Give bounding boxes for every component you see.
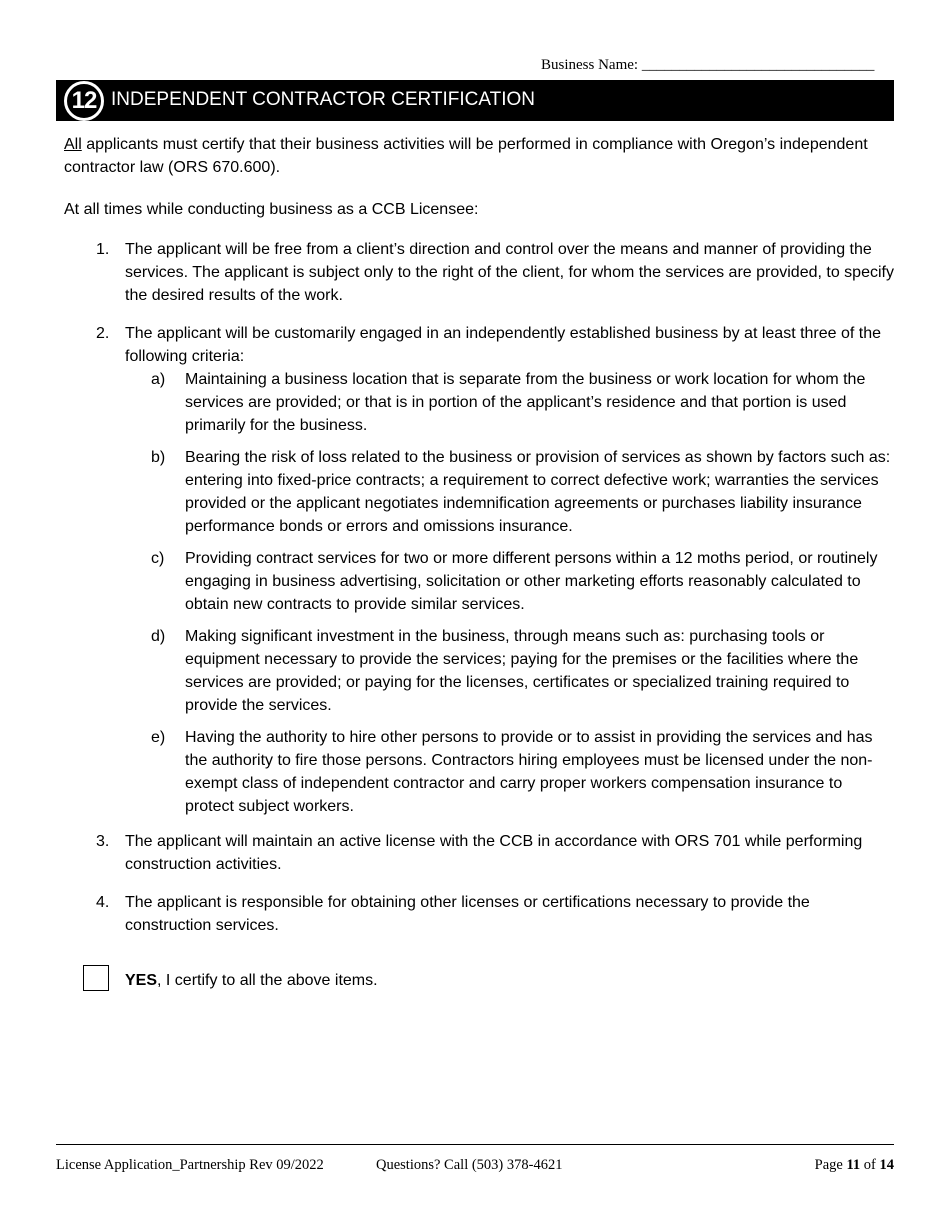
- footer-questions: Questions? Call (503) 378-4621: [376, 1157, 563, 1173]
- criteria-item-a: [151, 368, 894, 437]
- lead-paragraph: At all times while conducting business as a CCB Licensee:: [64, 201, 479, 218]
- criteria-text: Providing contract services for two or more different persons within a 12 moths period, or routinely engaging in business advertising, solicitation or other marketing efforts reasonably calculated to obtain new contracts to provide similar services.: [185, 550, 878, 613]
- criteria-letter: b): [151, 449, 166, 466]
- criteria-letter: c): [151, 550, 165, 567]
- section-title: INDEPENDENT CONTRACTOR CERTIFICATION: [111, 89, 536, 110]
- section-number-badge: 12: [64, 81, 104, 121]
- footer-form-name: License Application_Partnership Rev 09/2022: [56, 1157, 324, 1173]
- page-current: 11: [846, 1157, 861, 1173]
- section-header-bar: [56, 80, 894, 121]
- list-item-number: 4.: [96, 894, 110, 911]
- page-total: 14: [879, 1157, 894, 1173]
- list-item-number: 1.: [96, 241, 110, 258]
- criteria-item-d: [151, 625, 894, 717]
- criteria-text: Having the authority to hire other persons to provide or to assist in providing the services and has the authority to fire those persons. Contractors hiring employees must be licensed under the non-exempt class of independent contractor and carry proper workers compensation insurance to protect subject workers.: [185, 729, 873, 815]
- certify-label: [125, 969, 378, 992]
- certify-rest: , I certify to all the above items.: [157, 972, 378, 989]
- criteria-text: Maintaining a business location that is separate from the business or work location for whom the services are provided; or that is in portion of the applicant’s residence and that portion is used primarily for the business.: [185, 371, 866, 434]
- certify-yes: YES: [125, 972, 158, 989]
- list-item-3: [96, 830, 894, 876]
- certify-checkbox[interactable]: [83, 965, 109, 991]
- list-item-4: [96, 891, 894, 937]
- list-item-2: [96, 322, 894, 818]
- criteria-letter: d): [151, 628, 166, 645]
- list-item-1: [96, 238, 894, 307]
- business-name-label: Business Name:: [541, 57, 639, 73]
- business-name-field: [541, 57, 874, 74]
- intro-paragraph: [64, 133, 894, 179]
- criteria-item-e: [151, 726, 894, 818]
- page-label: Page: [814, 1157, 843, 1173]
- criteria-letter: e): [151, 729, 166, 746]
- criteria-item-c: [151, 547, 894, 616]
- list-item-text: The applicant is responsible for obtaining other licenses or certifications necessary to provide the construction services.: [125, 894, 810, 934]
- criteria-text: Bearing the risk of loss related to the business or provision of services as shown by factors such as: entering into fixed-price contracts; a requirement to correct defective work; warranties the services provided or the applicant negotiates indemnification agreements or purchases liability insurance performance bonds or errors and omissions insurance.: [185, 449, 891, 535]
- criteria-letter: a): [151, 371, 166, 388]
- list-item-text: The applicant will be customarily engaged in an independently established business by at least three of the following criteria:: [125, 325, 882, 365]
- footer-page-number: [815, 1157, 894, 1174]
- footer-divider: [56, 1144, 894, 1145]
- criteria-text: Making significant investment in the business, through means such as: purchasing tools or equipment necessary to provide the services; paying for the premises or the facilities where the services are provided; or paying for the licenses, certificates or specialized training required to provide the services.: [185, 628, 859, 714]
- list-item-number: 2.: [96, 325, 110, 342]
- criteria-item-b: [151, 446, 894, 538]
- intro-all-word: All: [64, 136, 82, 153]
- list-item-text: The applicant will maintain an active license with the CCB in accordance with ORS 701 while performing construction activities.: [125, 833, 863, 873]
- list-item-text: The applicant will be free from a client’s direction and control over the means and manner of providing the services. The applicant is subject only to the right of the client, for whom the services are provided, to specify the desired results of the work.: [125, 241, 894, 304]
- page-of: of: [863, 1157, 876, 1173]
- list-item-number: 3.: [96, 833, 110, 850]
- intro-rest: applicants must certify that their business activities will be performed in compliance with Oregon’s independent contractor law (ORS 670.600).: [64, 136, 868, 176]
- business-name-blank[interactable]: _______________________________: [641, 57, 875, 73]
